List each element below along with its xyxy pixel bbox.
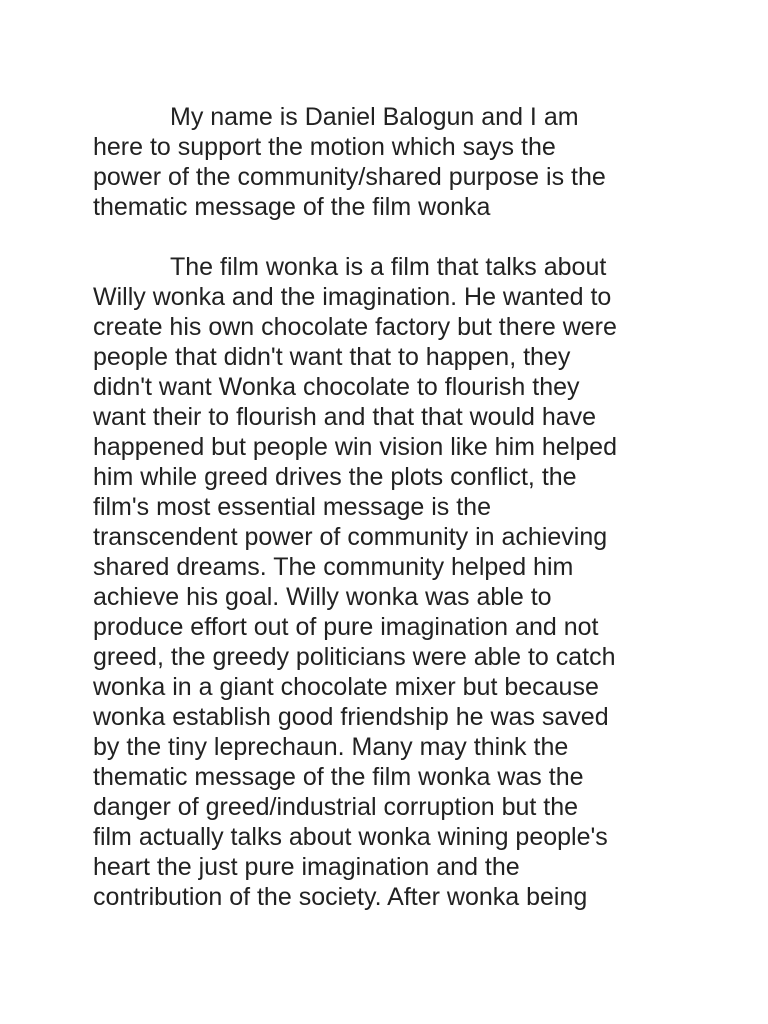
text-line: power of the community/shared purpose is the [93, 163, 606, 191]
text-line: Willy wonka and the imagination. He wanted to [93, 283, 612, 311]
text-line: thematic message of the film wonka [93, 193, 491, 221]
text-line: My name is Daniel Balogun and I am [170, 103, 579, 131]
text-line: danger of greed/industrial corruption but the [93, 793, 579, 821]
text-line: produce effort out of pure imagination and not [93, 613, 599, 641]
text-line: shared dreams. The community helped him [93, 553, 574, 581]
text-line: by the tiny leprechaun. Many may think the [93, 733, 569, 761]
text-line: film's most essential message is the [93, 493, 491, 521]
text-line: want their to flourish and that that would have [93, 403, 597, 431]
document-body [93, 102, 683, 912]
text-line: people that didn't want that to happen, they [93, 343, 571, 371]
paragraph-argument [93, 252, 683, 912]
text-line: heart the just pure imagination and the [93, 853, 520, 881]
text-line: The film wonka is a film that talks about [170, 253, 607, 281]
text-line: wonka in a giant chocolate mixer but because [93, 673, 599, 701]
paragraph-intro [93, 102, 683, 222]
text-line: wonka establish good friendship he was saved [93, 703, 609, 731]
text-line: transcendent power of community in achieving [93, 523, 608, 551]
text-line: film actually talks about wonka wining people's [93, 823, 608, 851]
text-line: happened but people win vision like him helped [93, 433, 617, 461]
text-line: didn't want Wonka chocolate to flourish they [93, 373, 580, 401]
text-line: achieve his goal. Willy wonka was able to [93, 583, 552, 611]
text-line: him while greed drives the plots conflict, the [93, 463, 577, 491]
text-line: create his own chocolate factory but there were [93, 313, 617, 341]
text-line: here to support the motion which says the [93, 133, 556, 161]
text-line: contribution of the society. After wonka being [93, 883, 588, 911]
text-line: greed, the greedy politicians were able to catch [93, 643, 616, 671]
text-line: thematic message of the film wonka was the [93, 763, 584, 791]
